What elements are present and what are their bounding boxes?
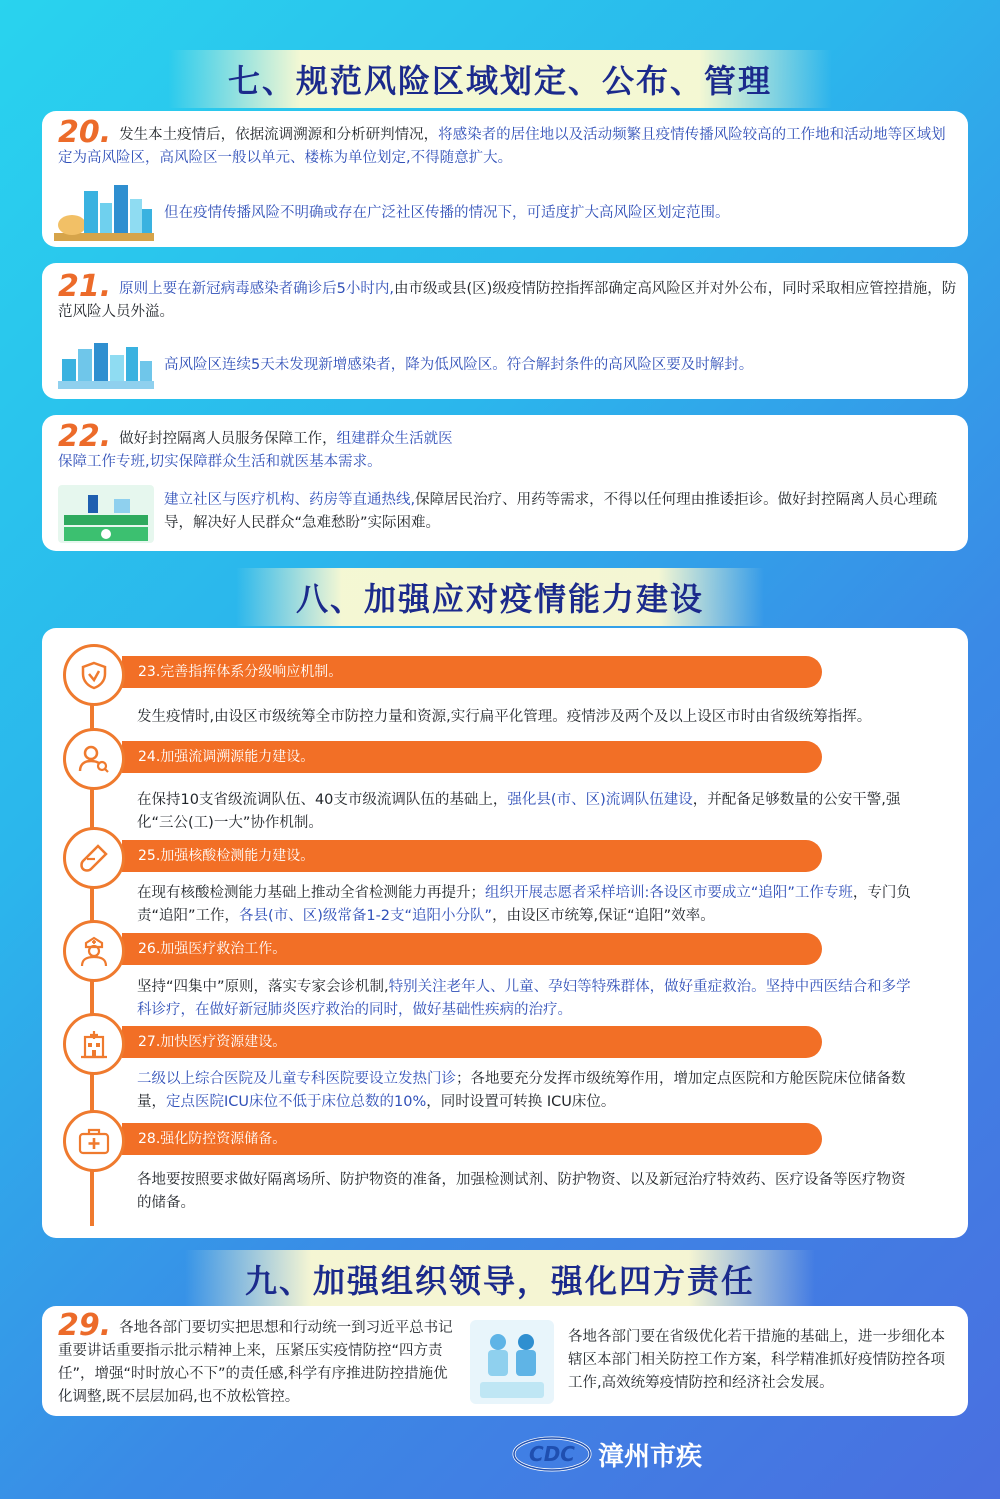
item-29-left-text: 29. 各地各部门要切实把思想和行动统一到习近平总书记重要讲话重要指示批示精神上来，压紧压实疫情防控“四方责任”，增强“时时放心不下”的责任感,科学有序推进防控措施优化调整,既不层层加码,也不放松管控。 [58, 1308, 453, 1405]
medical-kit-icon [63, 1110, 125, 1172]
item-27-bar: 27.加快医疗资源建设。 [122, 1026, 822, 1058]
item-20-number: 20. [58, 115, 112, 150]
city-buildings-icon [54, 181, 154, 241]
item-29-right-text: 各地各部门要在省级优化若干措施的基础上，进一步细化本辖区本部门相关防控工作方案，科学精准抓好疫情防控各项工作,高效统筹疫情防控和经济社会发展。 [568, 1329, 945, 1391]
section-8-card [42, 628, 968, 1238]
cdc-logo-icon [512, 1434, 592, 1474]
item-21-card [42, 263, 968, 399]
section-8-title: 八、加强应对疫情能力建设 [0, 568, 1000, 626]
svg-text:CDC: CDC [529, 1442, 575, 1466]
nurse-icon [63, 920, 125, 982]
shield-check-icon [63, 644, 125, 706]
test-tube-icon [63, 827, 125, 889]
person-search-icon [63, 728, 125, 790]
city-skyline-icon [58, 341, 154, 389]
item-24-bar: 24.加强流调溯源能力建设。 [122, 741, 822, 773]
medical-workers-icon [470, 1320, 554, 1404]
item-25-text: 在现有核酸检测能力基础上推动全省检测能力再提升；组织开展志愿者采样培训:各设区市要成立“追阳”工作专班，专门负责“追阳”工作，各县(市、区)级常备1-2支“追阳小分队”，由设区市统筹,保证“追阳”效率。 [137, 885, 911, 924]
item-23-text: 发生疫情时,由设区市级统筹全市防控力量和资源,实行扁平化管理。疫情涉及两个及以上设区市时由省级统筹指挥。 [137, 709, 872, 725]
item-22-sub: 建立社区与医疗机构、药房等直通热线,保障居民治疗、用药等需求，不得以任何理由推诿拒诊。做好封控隔离人员心理疏导，解决好人民群众“急难愁盼”实际困难。 [164, 492, 938, 531]
item-22-number: 22. [58, 419, 112, 454]
item-22-card [42, 415, 968, 551]
footer-logo [512, 1434, 702, 1474]
item-26-text: 坚持“四集中”原则，落实专家会诊机制,特别关注老年人、儿童、孕妇等特殊群体，做好重症救治。坚持中西医结合和多学科诊疗，在做好新冠肺炎医疗救治的同时，做好基础性疾病的治疗。 [137, 979, 911, 1018]
section-9-title: 九、加强组织领导，强化四方责任 [0, 1250, 1000, 1308]
item-20-card [42, 111, 968, 247]
item-25-bar: 25.加强核酸检测能力建设。 [122, 840, 822, 872]
item-24-text: 在保持10支省级流调队伍、40支市级流调队伍的基础上，强化县(市、区)流调队伍建设，并配备足够数量的公安干警,强化“三公(工)一大”协作机制。 [137, 792, 901, 831]
item-21-text: 21. 原则上要在新冠病毒感染者确诊后5小时内,由市级或县(区)级疫情防控指挥部确定高风险区并对外公布，同时采取相应管控措施，防范风险人员外溢。 [58, 269, 957, 320]
hospital-icon [63, 1013, 125, 1075]
footer-org-name: 漳州市疾 [598, 1441, 703, 1472]
item-26-bar: 26.加强医疗救治工作。 [122, 933, 822, 965]
item-27-text: 二级以上综合医院及儿童专科医院要设立发热门诊；各地要充分发挥市级统筹作用，增加定点医院和方舱医院床位储备数量，定点医院ICU床位不低于床位总数的10%，同时设置可转换 ICU床位。 [137, 1071, 906, 1110]
item-28-bar: 28.强化防控资源储备。 [122, 1123, 822, 1155]
item-29-card [42, 1306, 968, 1416]
section-7-title: 七、规范风险区域划定、公布、管理 [0, 50, 1000, 108]
item-20-sub: 但在疫情传播风险不明确或存在广泛社区传播的情况下，可适度扩大高风险区划定范围。 [164, 205, 730, 221]
item-29-number: 29. [58, 1308, 112, 1343]
item-23-bar: 23.完善指挥体系分级响应机制。 [122, 656, 822, 688]
item-21-sub: 高风险区连续5天未发现新增感染者，降为低风险区。符合解封条件的高风险区要及时解封。 [164, 357, 754, 373]
item-28-text: 各地要按照要求做好隔离场所、防护物资的准备，加强检测试剂、防护物资、以及新冠治疗特效药、医疗设备等医疗物资的储备。 [137, 1172, 906, 1211]
item-22-text: 22. 做好封控隔离人员服务保障工作，组建群众生活就医 保障工作专班,切实保障群众生活和就医基本需求。 [58, 419, 453, 470]
item-21-number: 21. [58, 269, 112, 304]
item-20-text: 20. 发生本土疫情后，依据流调溯源和分析研判情况，将感染者的居住地以及活动频繁且疫情传播风险较高的工作地和活动地等区域划定为高风险区，高风险区一般以单元、楼栋为单位划定,不得随意扩大。 [58, 115, 946, 166]
pharmacy-counter-icon [58, 485, 154, 543]
